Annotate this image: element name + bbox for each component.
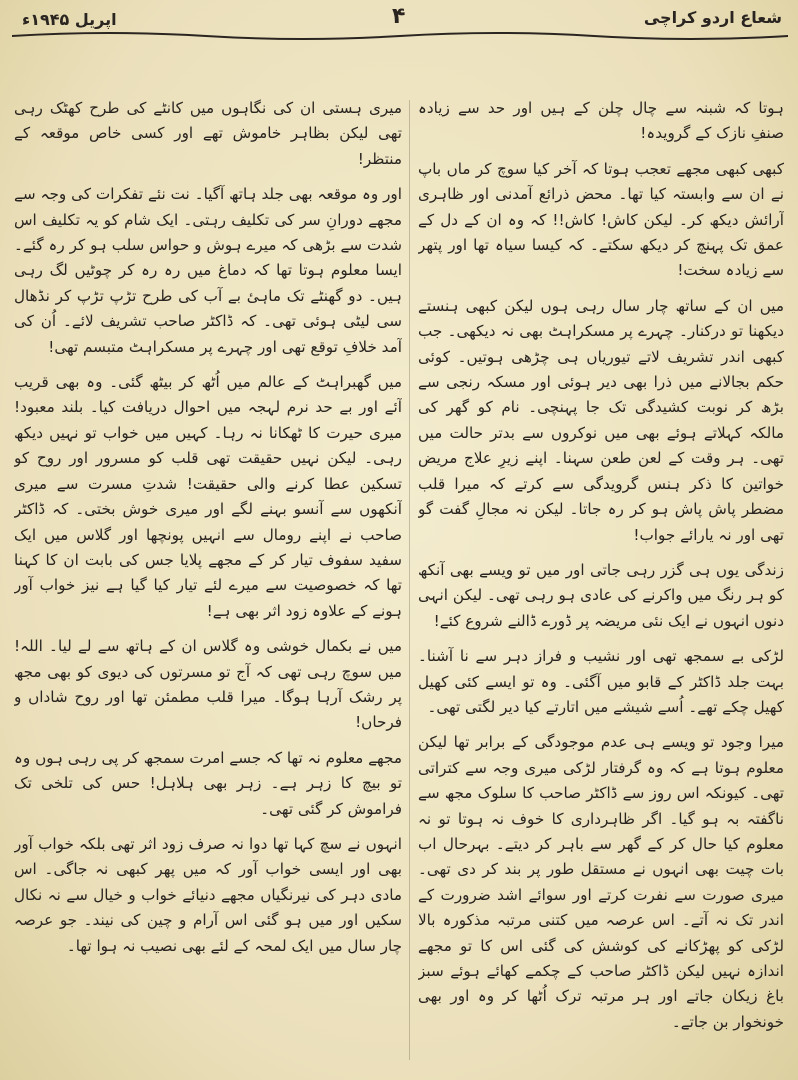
page-number: ۴ <box>392 4 406 29</box>
paragraph: میں گھبراہٹ کے عالم میں اُٹھ کر بیٹھ گئی۔ وہ بھی قریب آئے اور بے حد نرم لہجہ میں احوال دریافت کیا۔ بلند معبود! میری حیرت کا ٹھکانا نہ رہا۔ کہیں میں خواب تو نہیں دیکھ رہی۔ لیکن نہیں حقیقت تھی قلب کو مسرور اور روح کو تسکین عطا کرنے والی حقیقت! شدتِ مسرت سے میری آنکھوں سے آنسو بہنے لگے اور میری خوش بختی۔ کہ ڈاکٹر صاحب نے اپنے رومال سے انہیں پونچھا اور گلاس میں ایک سفید سفوف تیار کر کے مجھے پلایا جس کی بابت ان کا کہنا تھا کہ خصوصیت سے میرے لئے تیار کیا گیا ہے نیز خواب آور ہونے کے علاوہ زود اثر بھی ہے! <box>14 373 402 620</box>
paragraph: میں ان کے ساتھ چار سال رہی ہوں لیکن کبھی ہنستے دیکھنا تو درکنار۔ چہرے پر مسکراہٹ بھی نہ دیکھی۔ جب کبھی اندر تشریف لاتے تیوریاں ہی چڑھی ہوتیں۔ کوئی حکم بجالانے میں ذرا بھی دیر ہوئی اور مسکہ رنجی سے بڑھ کر نوبت کشیدگی تک جا پہنچی۔ نام کو گھر کی مالکہ کہلاتے ہوئے بھی میں نوکروں سے بدتر حالت میں تھی۔ ہر وقت کے لعن طعن سہنا۔ اپنے زیرِ علاج مریض خواتین کا ذکر ہنس گرویدگی سے کرتے کہ میرا قلب مضطر پاش پاش ہو کر رہ جاتا۔ لیکن نہ مجالِ گفت گو تھی اور نہ یارائے جواب! <box>418 296 784 544</box>
publication-title: شعاع اردو کراچی <box>643 8 782 27</box>
paragraph: میری ہستی ان کی نگاہوں میں کانٹے کی طرح کھٹک رہی تھی لیکن بظاہر خاموش تھے اور کسی خاص موقعہ کے منتظر! <box>14 99 402 168</box>
right-column <box>418 96 784 1066</box>
paragraph: کبھی کبھی مجھے تعجب ہوتا کہ آخر کیا سوچ کر ماں باپ نے ان سے وابستہ کیا تھا۔ محض ذرائع آمدنی اور ظاہری آرائش دیکھ کر۔ لیکن کاش! کاش!! کہ وہ ان کے دل کے عمق تک پہنچ کر دیکھ سکتے۔ کہ کیسا سیاہ تھا اور پتھر سے زیادہ سخت! <box>418 159 784 280</box>
paragraph: لڑکی بے سمجھ تھی اور نشیب و فراز دہر سے نا آشنا۔ بہت جلد ڈاکٹر کے قابو میں آگئی۔ وہ تو ایسے کئی کھیل کھیل چکے تھے۔ اُسے شیشے میں اتارتے کیا دیر لگتی تھی۔ <box>418 647 784 716</box>
left-column <box>14 96 402 1066</box>
paragraph: انہوں نے سچ کہا تھا دوا نہ صرف زود اثر تھی بلکہ خواب آور بھی اور ایسی خواب آور کہ میں پھر کبھی نہ جاگی۔ اس مادی دہر کی نیرنگیاں مجھے دنیائے خواب و خیال سے نہ نکال سکیں اور میں ہو گئی اس آرام و چین کی نیند۔ جو عرصہ چار سال میں ایک لمحہ کے لئے بھی نصیب نہ ہوا تھا۔ <box>14 834 402 955</box>
paragraph: اور وہ موقعہ بھی جلد ہاتھ آگیا۔ نت نئے تفکرات کی وجہ سے مجھے دورانِ سر کی تکلیف رہتی۔ ایک شام کو یہ تکلیف اس شدت سے بڑھی کہ میرے ہوش و حواس سلب ہو کر رہ گئے۔ ایسا معلوم ہوتا تھا کہ دماغ میں رہ رہ کر چوٹیں لگ رہی ہیں۔ دو گھنٹے تک ماہیٔ بے آب کی طرح تڑپ تڑپ کر نڈھال سی لیٹی ہوئی تھی۔ کہ ڈاکٹر صاحب تشریف لائے۔ اُن کی آمد خلافِ توقع تھی اور چہرے پر مسکراہٹ متبسم تھی! <box>14 185 402 356</box>
issue-date: اپریل ۱۹۴۵ء <box>22 10 117 29</box>
paragraph: مجھے معلوم نہ تھا کہ جسے امرت سمجھ کر پی رہی ہوں وہ تو بیچ کا زہر ہے۔ زہر بھی ہلاہل! حس کی تلخی تک فراموش کر گئی تھی۔ <box>14 748 402 818</box>
header-ornamental-rule <box>12 30 788 90</box>
paragraph: ہوتا کہ شبنہ سے چال چلن کے ہیں اور حد سے زیادہ صنفِ نازک کے گرویدہ! <box>418 99 784 143</box>
paragraph: میرا وجود تو ویسے ہی عدم موجودگی کے برابر تھا لیکن معلوم ہوتا ہے کہ وہ گرفتار لڑکی میری وجہ سے کتراتی تھی۔ کیونکہ اس روز سے ڈاکٹر صاحب کا سلوک مجھ سے ناگفتہ بہ ہو گیا۔ اگر ظاہرداری کا خوف نہ ہوتا تو نہ معلوم کیا حال کر کے گھر سے باہر کر دیتے۔ بہرحال اب بات چیت بھی انہوں نے مستقل طور پر بند کر دی تھی۔ میری صورت سے نفرت کرتے اور سوائے اشد ضرورت کے اندر تک نہ آتے۔ اس عرصہ میں کتنی مرتبہ مذکورہ بالا لڑکی کو پھڑکانے کی کوشش کی گئی اس کا تو مجھے اندازہ نہیں لیکن ڈاکٹر صاحب کے چکمے کھائے ہوئے سبز باغ زیکان جاتے اور ہر مرتبہ ترک اُٹھا کر وہ اور بھی خونخوار بن جاتے۔ <box>418 733 784 1031</box>
paragraph: میں نے بکمال خوشی وہ گلاس ان کے ہاتھ سے لے لیا۔ اللہ! میں سوچ رہی تھی کہ آج تو مسرتوں کی دیوی کو بھی مجھ پر رشک آرہا ہوگا۔ میرا قلب مطمئن تھا اور روح شاداں و فرحاں! <box>14 637 402 732</box>
column-divider <box>409 100 410 1060</box>
paragraph: زندگی یوں ہی گزر رہی جاتی اور میں تو ویسے بھی آنکھ کو ہر رنگ میں واکرنے کی عادی ہو رہی تھی۔ لیکن انہی دنوں انہوں نے ایک نئی مریضہ پر ڈورے ڈالنے شروع کئے! <box>418 560 784 630</box>
page-header <box>0 0 798 92</box>
